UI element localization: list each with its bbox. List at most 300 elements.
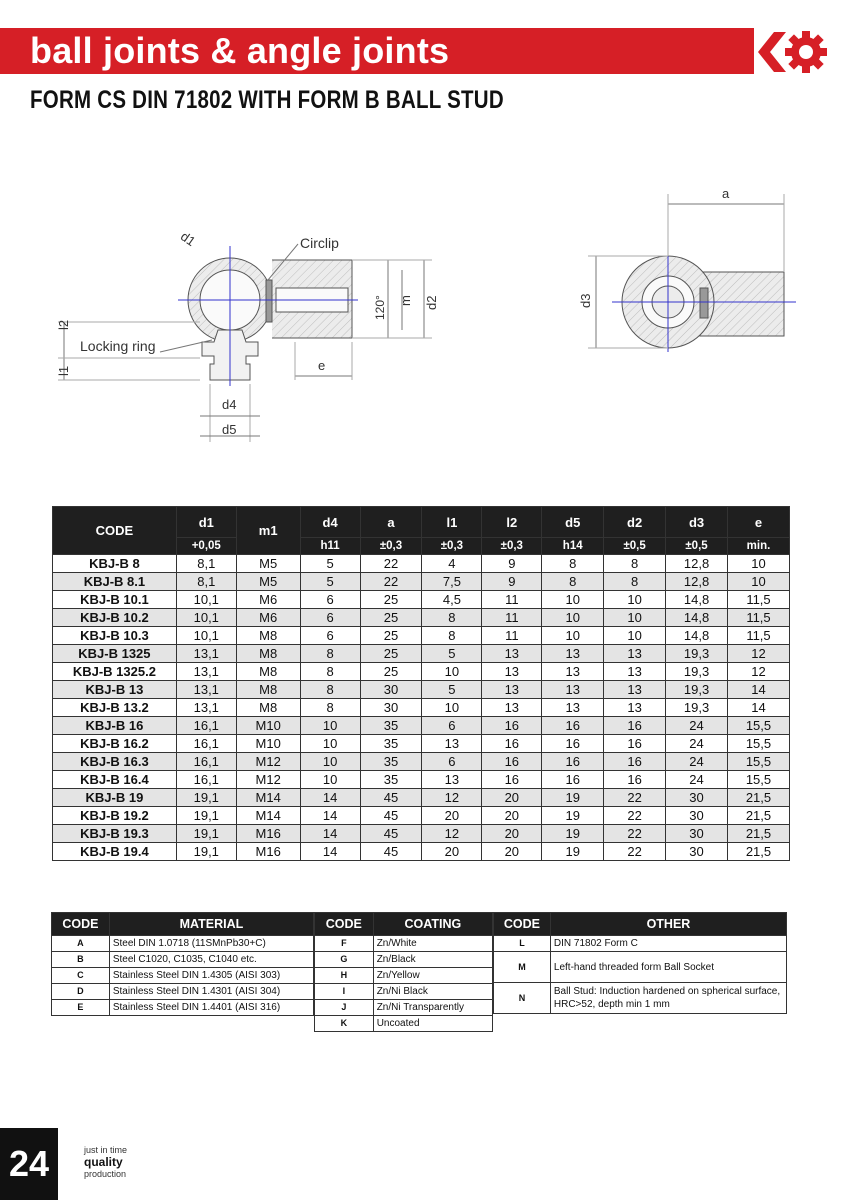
table-cell: 16 — [604, 717, 666, 735]
legend-code: L — [494, 936, 551, 952]
row-code: KBJ-B 19 — [53, 789, 177, 807]
table-cell: 13 — [482, 699, 542, 717]
table-cell: 15,5 — [727, 753, 789, 771]
row-code: KBJ-B 16.4 — [53, 771, 177, 789]
table-row — [53, 735, 790, 753]
label-d4: d4 — [222, 397, 237, 412]
table-cell: 8 — [422, 627, 482, 645]
table-cell: 16 — [482, 771, 542, 789]
table-cell: 30 — [666, 843, 728, 861]
tol-d1: +0,05 — [176, 538, 236, 555]
table-cell: 11 — [482, 591, 542, 609]
legend-code: B — [52, 952, 110, 968]
table-row — [53, 609, 790, 627]
table-cell: 10 — [300, 753, 360, 771]
table-cell: 13 — [482, 681, 542, 699]
table-cell: 20 — [482, 789, 542, 807]
table-cell: 20 — [482, 825, 542, 843]
list-item — [315, 1016, 493, 1032]
list-item — [494, 936, 787, 952]
table-cell: 5 — [422, 681, 482, 699]
table-cell: 45 — [360, 825, 422, 843]
legend-desc: Steel C1020, C1035, C1040 etc. — [109, 952, 313, 968]
table-cell: 16 — [482, 753, 542, 771]
table-cell: 10,1 — [176, 627, 236, 645]
table-cell: 9 — [482, 555, 542, 573]
table-cell: M16 — [236, 843, 300, 861]
table-cell: 11,5 — [727, 591, 789, 609]
table-cell: 10,1 — [176, 591, 236, 609]
tol-d3: ±0,5 — [666, 538, 728, 555]
table-cell: 25 — [360, 663, 422, 681]
table-cell: 15,5 — [727, 735, 789, 753]
list-item — [315, 968, 493, 984]
table-cell: 14 — [300, 789, 360, 807]
coating-table — [314, 912, 493, 1032]
table-cell: 19,3 — [666, 699, 728, 717]
table-cell: 10 — [542, 609, 604, 627]
table-cell: 5 — [422, 645, 482, 663]
table-cell: 16 — [542, 717, 604, 735]
legend-desc: Uncoated — [373, 1016, 492, 1032]
legend-code: H — [315, 968, 374, 984]
table-cell: 19,3 — [666, 663, 728, 681]
label-l2: l2 — [56, 319, 71, 330]
tol-d4: h11 — [300, 538, 360, 555]
table-cell: 14 — [300, 825, 360, 843]
table-cell: 24 — [666, 735, 728, 753]
list-item — [494, 952, 787, 983]
tagline-line2: quality — [84, 1155, 123, 1169]
row-code: KBJ-B 1325 — [53, 645, 177, 663]
table-row — [53, 645, 790, 663]
table-cell: 19 — [542, 789, 604, 807]
table-row — [53, 771, 790, 789]
legend-code: E — [52, 1000, 110, 1016]
tagline-line1: just in time — [84, 1145, 128, 1155]
table-cell: 16,1 — [176, 771, 236, 789]
col-header-a: a — [360, 507, 422, 538]
row-code: KBJ-B 10.2 — [53, 609, 177, 627]
table-row — [53, 555, 790, 573]
table-cell: 13 — [604, 681, 666, 699]
table-cell: 19,1 — [176, 843, 236, 861]
table-cell: 30 — [360, 699, 422, 717]
table-cell: 12 — [727, 645, 789, 663]
legend-desc: Zn/Black — [373, 952, 492, 968]
table-cell: 13 — [422, 771, 482, 789]
table-cell: 19,3 — [666, 645, 728, 663]
table-cell: 21,5 — [727, 825, 789, 843]
table-cell: M5 — [236, 555, 300, 573]
list-item — [494, 983, 787, 1014]
table-cell: 14,8 — [666, 591, 728, 609]
spec-header-row — [53, 507, 790, 538]
legend-code: K — [315, 1016, 374, 1032]
legend-code: A — [52, 936, 110, 952]
table-cell: 10 — [300, 735, 360, 753]
table-cell: 10 — [727, 555, 789, 573]
end-view — [588, 194, 796, 352]
table-cell: 16,1 — [176, 753, 236, 771]
table-cell: 45 — [360, 807, 422, 825]
page-number: 24 — [8, 1143, 50, 1184]
spec-table-body — [53, 555, 790, 861]
col-header-m1: m1 — [236, 507, 300, 555]
row-code: KBJ-B 13.2 — [53, 699, 177, 717]
table-row — [53, 663, 790, 681]
table-cell: 16 — [604, 753, 666, 771]
table-cell: M14 — [236, 807, 300, 825]
table-cell: 8 — [604, 573, 666, 591]
table-cell: 15,5 — [727, 717, 789, 735]
table-cell: 4 — [422, 555, 482, 573]
table-cell: 13,1 — [176, 699, 236, 717]
col-header-d1: d1 — [176, 507, 236, 538]
label-circlip: Circlip — [300, 235, 339, 251]
list-item — [315, 952, 493, 968]
list-item — [315, 936, 493, 952]
table-cell: 13 — [482, 645, 542, 663]
table-cell: 10 — [422, 699, 482, 717]
row-code: KBJ-B 1325.2 — [53, 663, 177, 681]
table-cell: 16 — [482, 717, 542, 735]
table-row — [53, 825, 790, 843]
table-cell: 10 — [727, 573, 789, 591]
table-cell: 13 — [542, 645, 604, 663]
table-cell: 30 — [360, 681, 422, 699]
table-cell: 19,1 — [176, 789, 236, 807]
table-cell: 13 — [542, 699, 604, 717]
table-cell: 16 — [604, 771, 666, 789]
legend-desc: Ball Stud: Induction hardened on spherical surface, HRC>52, depth min 1 mm — [550, 983, 786, 1014]
legend-desc: Zn/Ni Transparently — [373, 1000, 492, 1016]
table-cell: M6 — [236, 609, 300, 627]
table-cell: 35 — [360, 717, 422, 735]
tol-l1: ±0,3 — [422, 538, 482, 555]
col-header-d4: d4 — [300, 507, 360, 538]
table-row — [53, 753, 790, 771]
material-col-material: MATERIAL — [109, 913, 313, 936]
table-cell: 13,1 — [176, 645, 236, 663]
table-cell: 22 — [604, 789, 666, 807]
other-table — [493, 912, 787, 1014]
tagline-line3: production — [84, 1169, 127, 1179]
col-header-d5: d5 — [542, 507, 604, 538]
table-cell: 12,8 — [666, 573, 728, 591]
table-cell: M16 — [236, 825, 300, 843]
legend-code: M — [494, 952, 551, 983]
legend-code: G — [315, 952, 374, 968]
list-item — [52, 968, 314, 984]
material-col-code: CODE — [52, 913, 110, 936]
table-cell: M8 — [236, 627, 300, 645]
row-code: KBJ-B 8 — [53, 555, 177, 573]
page-subtitle: FORM CS DIN 71802 WITH FORM B BALL STUD — [30, 86, 504, 114]
table-cell: M5 — [236, 573, 300, 591]
label-l1: l1 — [56, 365, 71, 376]
table-cell: 16 — [542, 735, 604, 753]
list-item — [52, 936, 314, 952]
other-col-other: OTHER — [550, 913, 786, 936]
table-row — [53, 789, 790, 807]
table-cell: 14 — [727, 699, 789, 717]
table-cell: 10 — [422, 663, 482, 681]
table-cell: 13 — [542, 681, 604, 699]
table-cell: 45 — [360, 789, 422, 807]
table-cell: 21,5 — [727, 843, 789, 861]
table-cell: 25 — [360, 627, 422, 645]
col-header-l1: l1 — [422, 507, 482, 538]
table-cell: 10 — [542, 591, 604, 609]
table-cell: 14,8 — [666, 609, 728, 627]
list-item — [315, 984, 493, 1000]
table-cell: 30 — [666, 789, 728, 807]
table-cell: 8,1 — [176, 555, 236, 573]
table-cell: 20 — [482, 843, 542, 861]
table-cell: M8 — [236, 681, 300, 699]
table-cell: 10 — [604, 609, 666, 627]
table-row — [53, 591, 790, 609]
legend-desc: Stainless Steel DIN 1.4401 (AISI 316) — [109, 1000, 313, 1016]
table-cell: 19 — [542, 843, 604, 861]
table-row — [53, 717, 790, 735]
table-cell: 8 — [300, 645, 360, 663]
table-cell: 13,1 — [176, 663, 236, 681]
table-cell: M10 — [236, 717, 300, 735]
spec-table — [52, 506, 790, 861]
table-cell: 22 — [604, 807, 666, 825]
table-row — [53, 699, 790, 717]
table-cell: 13,1 — [176, 681, 236, 699]
list-item — [52, 1000, 314, 1016]
table-row — [53, 681, 790, 699]
legend-code: F — [315, 936, 374, 952]
table-cell: 10,1 — [176, 609, 236, 627]
table-cell: 25 — [360, 645, 422, 663]
label-d5: d5 — [222, 422, 237, 437]
table-cell: 22 — [360, 555, 422, 573]
table-cell: 8 — [422, 609, 482, 627]
technical-drawing — [40, 180, 820, 450]
table-cell: M8 — [236, 663, 300, 681]
table-cell: 35 — [360, 771, 422, 789]
row-code: KBJ-B 19.3 — [53, 825, 177, 843]
table-cell: 12 — [422, 789, 482, 807]
table-cell: 16,1 — [176, 717, 236, 735]
tol-l2: ±0,3 — [482, 538, 542, 555]
table-cell: 35 — [360, 753, 422, 771]
table-cell: 13 — [604, 699, 666, 717]
legend-desc: Stainless Steel DIN 1.4305 (AISI 303) — [109, 968, 313, 984]
legend-desc: Stainless Steel DIN 1.4301 (AISI 304) — [109, 984, 313, 1000]
label-d3: d3 — [578, 293, 593, 308]
tol-d2: ±0,5 — [604, 538, 666, 555]
coating-col-code: CODE — [315, 913, 374, 936]
table-cell: 20 — [482, 807, 542, 825]
table-cell: 5 — [300, 573, 360, 591]
table-cell: 6 — [300, 609, 360, 627]
table-cell: 10 — [604, 591, 666, 609]
table-cell: 22 — [360, 573, 422, 591]
tol-e: min. — [727, 538, 789, 555]
legend-code: C — [52, 968, 110, 984]
table-cell: 22 — [604, 825, 666, 843]
label-d1: d1 — [177, 228, 199, 250]
table-cell: 8 — [300, 663, 360, 681]
table-cell: 22 — [604, 843, 666, 861]
table-cell: 11,5 — [727, 627, 789, 645]
table-cell: M12 — [236, 753, 300, 771]
table-cell: 13 — [482, 663, 542, 681]
table-cell: 10 — [300, 771, 360, 789]
table-cell: 14 — [300, 843, 360, 861]
table-cell: M8 — [236, 699, 300, 717]
label-locking-ring: Locking ring — [80, 338, 156, 354]
table-cell: 45 — [360, 843, 422, 861]
table-cell: 6 — [300, 627, 360, 645]
table-cell: 12 — [727, 663, 789, 681]
table-cell: 13 — [422, 735, 482, 753]
table-cell: 9 — [482, 573, 542, 591]
table-cell: M6 — [236, 591, 300, 609]
table-cell: 16 — [542, 771, 604, 789]
legend-desc: Zn/Ni Black — [373, 984, 492, 1000]
table-row — [53, 627, 790, 645]
table-cell: 13 — [604, 663, 666, 681]
table-cell: 19,1 — [176, 807, 236, 825]
table-cell: 20 — [422, 843, 482, 861]
legend-desc: Left-hand threaded form Ball Socket — [550, 952, 786, 983]
table-cell: 19 — [542, 807, 604, 825]
table-cell: 19,3 — [666, 681, 728, 699]
table-cell: M8 — [236, 645, 300, 663]
legend-desc: Zn/Yellow — [373, 968, 492, 984]
table-cell: 7,5 — [422, 573, 482, 591]
table-cell: 11 — [482, 609, 542, 627]
coating-col-coating: COATING — [373, 913, 492, 936]
table-cell: 10 — [604, 627, 666, 645]
page-title: ball joints & angle joints — [30, 30, 450, 71]
col-header-d3: d3 — [666, 507, 728, 538]
row-code: KBJ-B 8.1 — [53, 573, 177, 591]
col-header-l2: l2 — [482, 507, 542, 538]
legend-desc: Steel DIN 1.0718 (11SMnPb30+C) — [109, 936, 313, 952]
table-cell: 13 — [542, 663, 604, 681]
table-cell: 11 — [482, 627, 542, 645]
table-cell: 4,5 — [422, 591, 482, 609]
label-d2: d2 — [424, 295, 439, 310]
row-code: KBJ-B 19.4 — [53, 843, 177, 861]
table-cell: 19 — [542, 825, 604, 843]
legend-code: J — [315, 1000, 374, 1016]
label-angle: 120° — [373, 295, 387, 320]
table-cell: 16 — [482, 735, 542, 753]
table-cell: 16,1 — [176, 735, 236, 753]
table-row — [53, 807, 790, 825]
table-cell: 16 — [542, 753, 604, 771]
table-cell: 8 — [604, 555, 666, 573]
table-cell: 10 — [542, 627, 604, 645]
table-cell: 8 — [542, 555, 604, 573]
row-code: KBJ-B 10.3 — [53, 627, 177, 645]
table-cell: 14,8 — [666, 627, 728, 645]
table-cell: 8 — [300, 681, 360, 699]
tol-a: ±0,3 — [360, 538, 422, 555]
table-cell: 35 — [360, 735, 422, 753]
gear-chevron-logo-icon — [754, 26, 830, 78]
label-e: e — [318, 358, 326, 373]
table-cell: M10 — [236, 735, 300, 753]
table-cell: 25 — [360, 591, 422, 609]
table-cell: 15,5 — [727, 771, 789, 789]
table-cell: M14 — [236, 789, 300, 807]
legend-desc: DIN 71802 Form C — [550, 936, 786, 952]
table-cell: 24 — [666, 771, 728, 789]
legend-code: D — [52, 984, 110, 1000]
table-cell: 10 — [300, 717, 360, 735]
table-cell: 8 — [542, 573, 604, 591]
row-code: KBJ-B 16.3 — [53, 753, 177, 771]
list-item — [315, 1000, 493, 1016]
other-col-code: CODE — [494, 913, 551, 936]
table-cell: M12 — [236, 771, 300, 789]
label-m: m — [398, 295, 413, 306]
label-a: a — [722, 186, 730, 201]
table-row — [53, 843, 790, 861]
table-cell: 11,5 — [727, 609, 789, 627]
table-cell: 30 — [666, 825, 728, 843]
table-cell: 30 — [666, 807, 728, 825]
table-cell: 19,1 — [176, 825, 236, 843]
table-row — [53, 573, 790, 591]
legend-code: I — [315, 984, 374, 1000]
table-cell: 14 — [300, 807, 360, 825]
list-item — [52, 984, 314, 1000]
row-code: KBJ-B 19.2 — [53, 807, 177, 825]
table-cell: 24 — [666, 717, 728, 735]
table-cell: 16 — [604, 735, 666, 753]
table-cell: 8,1 — [176, 573, 236, 591]
col-header-code: CODE — [53, 507, 177, 555]
col-header-e: e — [727, 507, 789, 538]
row-code: KBJ-B 16.2 — [53, 735, 177, 753]
row-code: KBJ-B 16 — [53, 717, 177, 735]
table-cell: 6 — [422, 753, 482, 771]
table-cell: 21,5 — [727, 789, 789, 807]
table-cell: 20 — [422, 807, 482, 825]
table-cell: 14 — [727, 681, 789, 699]
legend-code: N — [494, 983, 551, 1014]
table-cell: 8 — [300, 699, 360, 717]
table-cell: 12,8 — [666, 555, 728, 573]
col-header-d2: d2 — [604, 507, 666, 538]
row-code: KBJ-B 10.1 — [53, 591, 177, 609]
table-cell: 21,5 — [727, 807, 789, 825]
table-cell: 12 — [422, 825, 482, 843]
material-table — [51, 912, 314, 1016]
table-cell: 24 — [666, 753, 728, 771]
list-item — [52, 952, 314, 968]
row-code: KBJ-B 13 — [53, 681, 177, 699]
tol-d5: h14 — [542, 538, 604, 555]
legend-desc: Zn/White — [373, 936, 492, 952]
table-cell: 13 — [604, 645, 666, 663]
table-cell: 6 — [422, 717, 482, 735]
table-cell: 6 — [300, 591, 360, 609]
table-cell: 25 — [360, 609, 422, 627]
table-cell: 5 — [300, 555, 360, 573]
